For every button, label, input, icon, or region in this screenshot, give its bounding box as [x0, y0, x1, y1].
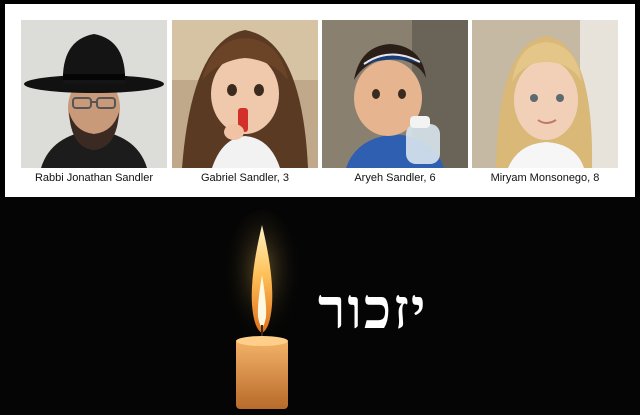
photo-rabbi-jonathan-sandler	[21, 20, 167, 168]
portrait-blonde-girl-image	[472, 20, 618, 168]
portrait-boy-kippah-image	[322, 20, 468, 168]
candle-drawing	[222, 205, 302, 410]
memorial-candle-icon	[222, 205, 302, 410]
caption-rabbi-jonathan-sandler: Rabbi Jonathan Sandler	[34, 172, 154, 184]
yizkor-title: יזכור	[318, 276, 428, 342]
caption-gabriel-sandler: Gabriel Sandler, 3	[200, 172, 290, 184]
photo-gabriel-sandler	[172, 20, 318, 168]
portrait-curly-child-image	[172, 20, 318, 168]
memorial-panel	[0, 197, 640, 415]
photo-panel	[5, 4, 635, 197]
portrait-man-hat-image	[21, 20, 167, 168]
caption-aryeh-sandler: Aryeh Sandler, 6	[354, 172, 436, 184]
photo-aryeh-sandler	[322, 20, 468, 168]
photo-miryam-monsonego	[472, 20, 618, 168]
caption-miryam-monsonego: Miryam Monsonego, 8	[490, 172, 600, 184]
